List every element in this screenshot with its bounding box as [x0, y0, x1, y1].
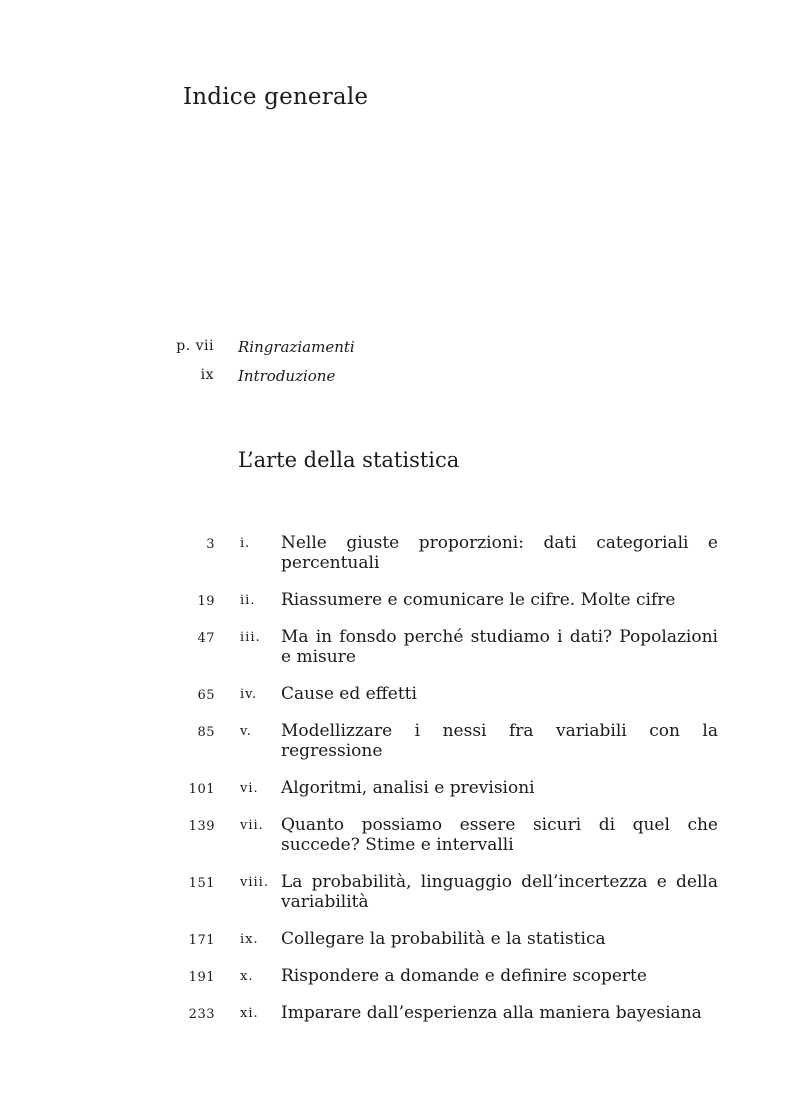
page-number: 3 [206, 537, 215, 552]
chapter-number: iii. [240, 630, 261, 645]
chapter-entry[interactable] [0, 929, 800, 949]
chapter-number: x. [240, 969, 254, 984]
chapter-title: Nelle giuste proporzioni: dati categoriali e percentuali [281, 533, 718, 573]
chapter-title: La probabilità, linguaggio dell’incertezza e della variabilità [281, 872, 718, 912]
front-matter-list [0, 338, 800, 396]
chapter-title: Algoritmi, analisi e previsioni [281, 778, 535, 798]
page-number: 65 [197, 688, 215, 703]
chapter-title: Cause ed effetti [281, 684, 417, 704]
page-number: 191 [188, 970, 215, 985]
chapter-entry[interactable] [0, 966, 800, 986]
chapter-entry[interactable] [0, 872, 800, 912]
chapter-number: vi. [240, 781, 259, 796]
chapter-title: Modellizzare i nessi fra variabili con la regressione [281, 721, 718, 761]
chapter-number: viii. [240, 875, 269, 890]
page-number: 85 [197, 725, 215, 740]
chapter-number: v. [240, 724, 252, 739]
chapter-title: Riassumere e comunicare le cifre. Molte cifre [281, 590, 676, 610]
page-number: 101 [188, 782, 215, 797]
page-number: 233 [188, 1007, 215, 1022]
chapter-entry[interactable] [0, 778, 800, 798]
page-number: p. vii [176, 338, 214, 354]
page-number: 171 [188, 933, 215, 948]
chapter-number: i. [240, 536, 251, 551]
chapter-title: Collegare la probabilità e la statistica [281, 929, 606, 949]
front-matter-item[interactable] [0, 338, 800, 367]
chapter-entry[interactable] [0, 684, 800, 704]
page-number: ix [200, 367, 214, 383]
chapter-entry[interactable] [0, 815, 800, 855]
chapter-entry[interactable] [0, 627, 800, 667]
section-title: Ringraziamenti [238, 338, 355, 356]
chapter-entry[interactable] [0, 590, 800, 610]
chapter-number: ix. [240, 932, 259, 947]
front-matter-item[interactable] [0, 367, 800, 396]
page-number: 151 [188, 876, 215, 891]
chapter-number: ii. [240, 593, 256, 608]
page-number: 139 [188, 819, 215, 834]
chapter-title: Ma in fonsdo perché studiamo i dati? Popolazioni e misure [281, 627, 718, 667]
page-number: 19 [197, 594, 215, 609]
chapter-number: vii. [240, 818, 264, 833]
chapter-list [0, 533, 800, 1040]
page-title: Indice generale [183, 84, 369, 110]
chapter-number: iv. [240, 687, 258, 702]
chapter-number: xi. [240, 1006, 259, 1021]
chapter-title: Rispondere a domande e definire scoperte [281, 966, 647, 986]
page-number: 47 [197, 631, 215, 646]
section-title: Introduzione [238, 367, 336, 385]
chapter-entry[interactable] [0, 721, 800, 761]
chapter-title: Imparare dall’esperienza alla maniera bayesiana [281, 1003, 702, 1023]
chapter-entry[interactable] [0, 533, 800, 573]
chapter-title: Quanto possiamo essere sicuri di quel che succede? Stime e intervalli [281, 815, 718, 855]
part-title: L’arte della statistica [238, 448, 460, 472]
chapter-entry[interactable] [0, 1003, 800, 1023]
